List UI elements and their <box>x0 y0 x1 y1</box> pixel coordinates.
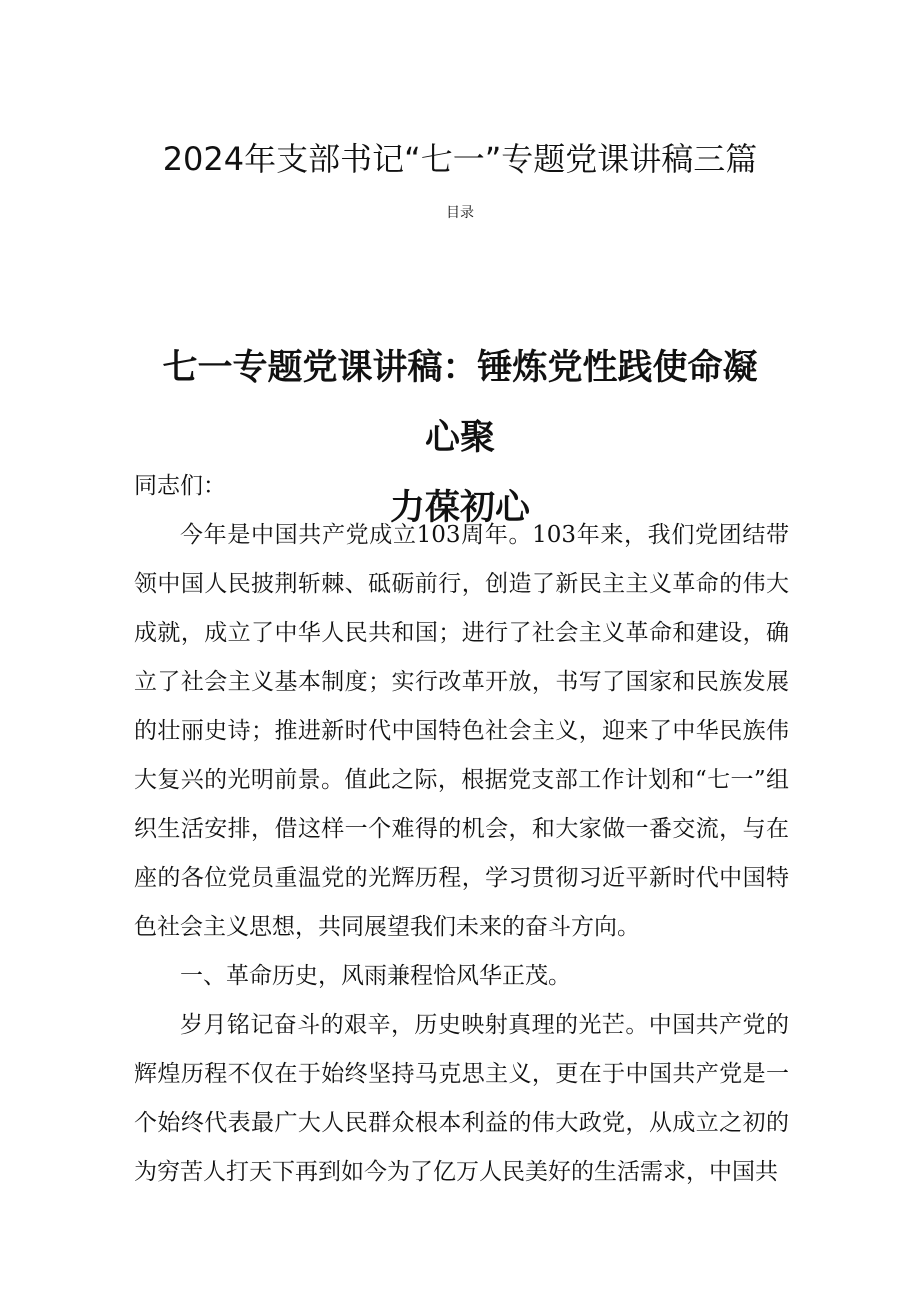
paragraph-intro: 今年是中国共产党成立103周年。103年来，我们党团结带领中国人民披荆斩棘、砥砺前行，创造了新民主主义革命的伟大成就，成立了中华人民共和国；进行了社会主义革命和建设，确立了社会主义基本制度；实行改革开放，书写了国家和民族发展的壮丽史诗；推进新时代中国特色社会主义，迎来了中华民族伟大复兴的光明前景。值此之际，根据党支部工作计划和“七一”组织生活安排，借这样一个难得的机会，和大家做一番交流，与在座的各位党员重温党的光辉历程，学习贯彻习近平新时代中国特色社会主义思想，共同展望我们未来的奋斗方向。 <box>134 522 789 940</box>
paragraph-history: 岁月铭记奋斗的艰辛，历史映射真理的光芒。中国共产党的辉煌历程不仅在于始终坚持马克思主义，更在于中国共产党是一个始终代表最广大人民群众根本利益的伟大政党，从成立之初的为穷苦人打天下再到如今为了亿万人民美好的生活需求，中国共 <box>134 1012 789 1185</box>
section-title-line-1: 七一专题党课讲稿：锤炼党性践使命凝心聚 <box>162 348 758 458</box>
body-text <box>134 462 789 1197</box>
salutation: 同志们： <box>134 473 226 499</box>
document-title: 2024年支部书记“七一”专题党课讲稿三篇 <box>162 140 758 178</box>
heading-one: 一、革命历史，风雨兼程恰风华正茂。 <box>180 963 571 989</box>
table-of-contents-label: 目录 <box>446 205 474 221</box>
section-title-line-2: 力葆初心 <box>389 488 530 528</box>
